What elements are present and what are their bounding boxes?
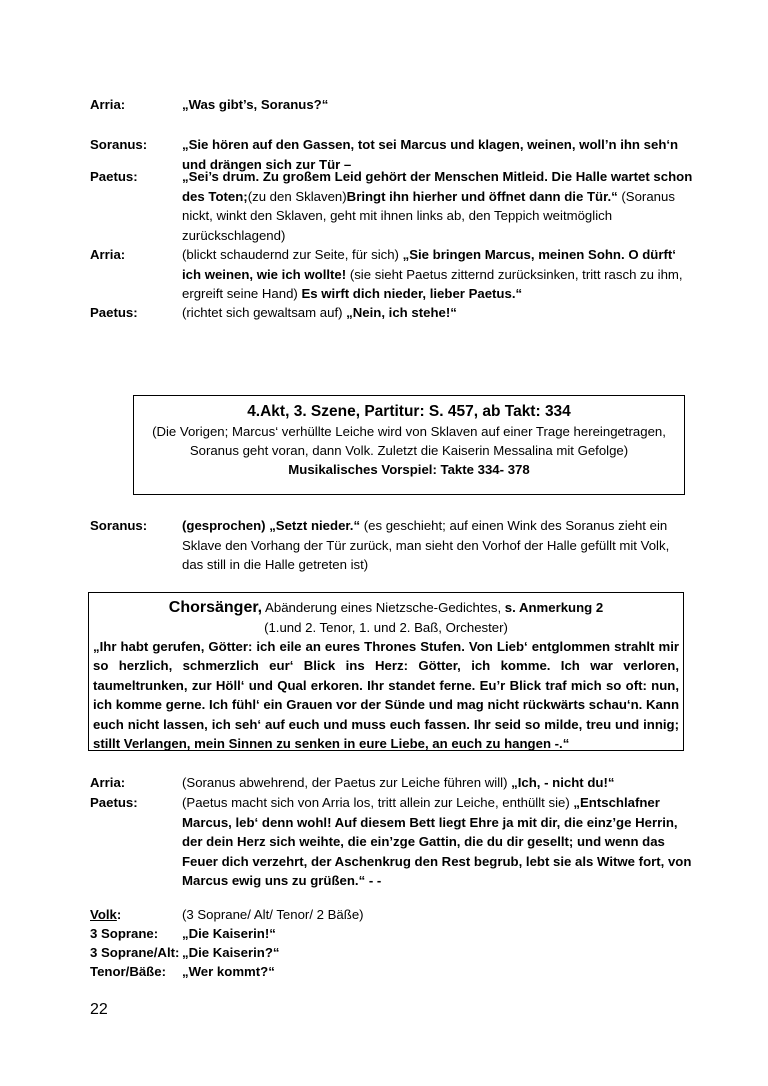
line-text: „Wer kommt?“	[182, 964, 275, 979]
speaker-label: Paetus:	[90, 305, 138, 320]
scene-title: 4.Akt, 3. Szene, Partitur: S. 457, ab Takt: 334	[247, 403, 571, 420]
line-text: „Sie hören auf den Gassen, tot sei Marcus und klagen, weinen, woll’n ihn seh‘n und drängen sich zur Tür –	[182, 137, 679, 172]
page-number: 22	[90, 1001, 108, 1018]
speaker-label: Tenor/Bäße:	[90, 964, 166, 979]
chorus-title: Chorsänger,	[168, 599, 263, 616]
chorus-box	[88, 592, 684, 751]
scene-description: (Die Vorigen; Marcus‘ verhüllte Leiche wird von Sklaven auf einer Trage hereingetragen, Soranus geht voran, dann Volk. Zuletzt die Kaiserin Messalina mit Gefolge)	[152, 424, 666, 458]
line-text: (richtet sich gewaltsam auf) „Nein, ich stehe!“	[182, 305, 457, 320]
scene-prelude: Musikalisches Vorspiel: Takte 334- 378	[288, 462, 530, 477]
line-text: (gesprochen) „Setzt nieder.“ (es geschieht; auf einen Wink des Soranus zieht ein Sklave den Vorhang der Tür zurück, man sieht den Vorhof der Halle gefüllt mit Volk, das still in die Halle getreten ist)	[182, 518, 670, 572]
speaker-label: Arria:	[90, 775, 126, 790]
speaker-label: Paetus:	[90, 795, 138, 810]
chorus-heading	[89, 598, 683, 618]
line-text: „Die Kaiserin!“	[182, 926, 276, 941]
speaker-label: Arria:	[90, 97, 126, 112]
line-text: „Was gibt’s, Soranus?“	[182, 97, 329, 112]
line-text: (Soranus abwehrend, der Paetus zur Leiche führen will) „Ich, - nicht du!“	[182, 775, 615, 790]
chorus-note: s. Anmerkung 2	[504, 600, 604, 615]
line-text: „Die Kaiserin?“	[182, 945, 280, 960]
line-text: (Paetus macht sich von Arria los, tritt allein zur Leiche, enthüllt sie) „Entschlafner Marcus, leb‘ denn wohl! Auf diesem Bett liegt Ehre ja mit dir, die einz’ge Herrin, der dein Herz sich weihte, die ein’zge Gattin, die du dir gesellt; und wenn das Feuer dich verzehrt, der Aschenkrug den Rest begrub, lebt sie als Witwe fort, von Marcus ewig uns zu grüßen.“ - -	[182, 795, 692, 888]
speaker-label: Volk:	[90, 907, 122, 922]
speaker-label: 3 Soprane/Alt:	[90, 945, 180, 960]
speaker-label: Soranus:	[90, 518, 148, 533]
chorus-text: „Ihr habt gerufen, Götter: ich eile an eures Thrones Stufen. Von Lieb‘ entglommen strahlt mir so herzlich, schmerzlich eur‘ Blick ins Herz: Götter, ich komme. Ich war verloren, taumeltrunken, zur Höll‘ und Qual erkoren. Ihr standet ferne. Eu’r Blick traf mich so oft: nun, ich komme gerne. Ich fühl‘ ein Grauen vor der Sünde und mag nicht rückwärts schau‘n. Kann euch nicht lassen, ich seh‘ auf euch und muss euch fassen. Ihr seid so milde, treu und innig; stillt Verlangen, mein Sinnen zu senken in eure Liebe, an euch zu hangen -.“	[93, 639, 679, 752]
chorus-subtitle: Abänderung eines Nietzsche-Gedichtes,	[262, 600, 505, 615]
line-text: (blickt schaudernd zur Seite, für sich) „Sie bringen Marcus, meinen Sohn. O dürft‘ ich weinen, wie ich wollte! (sie sieht Paetus zitternd zurücksinken, tritt rasch zu ihm, ergreift seine Hand) Es wirft dich nieder, lieber Paetus.“	[182, 247, 683, 301]
speaker-label: Soranus:	[90, 137, 148, 152]
scene-box	[133, 395, 685, 495]
speaker-label: Paetus:	[90, 169, 138, 184]
speaker-label: Arria:	[90, 247, 126, 262]
chorus-voices: (1.und 2. Tenor, 1. und 2. Baß, Orchester)	[264, 620, 508, 635]
line-text: „Sei’s drum. Zu großem Leid gehört der Menschen Mitleid. Die Halle wartet schon des Toten;(zu den Sklaven)Bringt ihn hierher und öffnet dann die Tür.“ (Soranus nickt, winkt den Sklaven, geht mit ihnen links ab, den Teppich weitmöglich zurückschlagend)	[182, 169, 693, 243]
speaker-label: 3 Soprane:	[90, 926, 159, 941]
volk-voices: (3 Soprane/ Alt/ Tenor/ 2 Bäße)	[182, 907, 364, 922]
